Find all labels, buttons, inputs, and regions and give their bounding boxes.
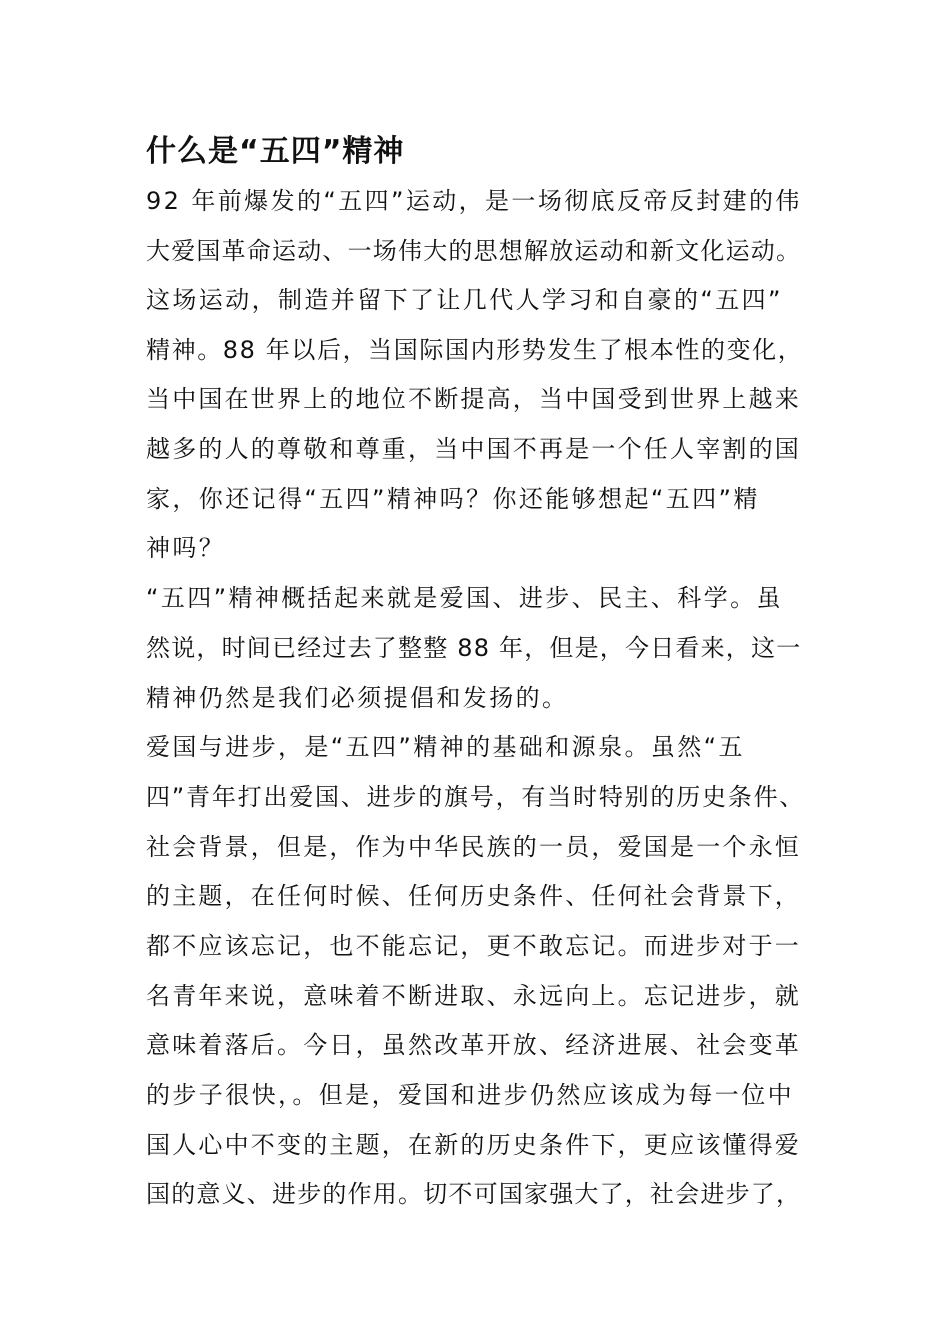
text-line: 的步子很快，。但是，爱国和进步仍然应该成为每一位中 [146, 1081, 794, 1109]
text-line: 家，你还记得“五四”精神吗？你还能够想起“五四”精 [146, 485, 760, 513]
text-line: 意味着落后。今日，虽然改革开放、经济进展、社会变革 [146, 1031, 801, 1059]
text-line: 当中国在世界上的地位不断提高，当中国受到世界上越来 [146, 385, 801, 413]
text-line: “五四”精神概括起来就是爱国、进步、民主、科学。虽 [146, 584, 783, 612]
text-line: 国人心中不变的主题，在新的历史条件下，更应该懂得爱 [146, 1131, 801, 1159]
text-line: 的主题，在任何时候、任何历史条件、任何社会背景下， [146, 882, 801, 910]
text-line: 精神仍然是我们必须提倡和发扬的。 [146, 684, 569, 712]
text-line: 大爱国革命运动、一场伟大的思想解放运动和新文化运动。 [146, 237, 802, 265]
text-line: 这场运动，制造并留下了让几代人学习和自豪的“五四” [146, 286, 783, 314]
text-line: 92 年前爆发的“五四”运动，是一场彻底反帝反封建的伟 [146, 187, 802, 215]
text-line: 爱国与进步，是“五四”精神的基础和源泉。虽然“五 [146, 733, 745, 761]
text-line: 然说，时间已经过去了整整 88 年，但是，今日看来，这一 [146, 634, 802, 662]
text-line: 四”青年打出爱国、进步的旗号，有当时特别的历史条件、 [146, 783, 806, 811]
text-line: 精神。88 年以后，当国际国内形势发生了根本性的变化， [146, 336, 804, 364]
text-line: 国的意义、进步的作用。切不可国家强大了，社会进步了， [146, 1180, 802, 1208]
text-line: 社会背景，但是，作为中华民族的一员，爱国是一个永恒 [146, 833, 801, 861]
text-line: 都不应该忘记，也不能忘记，更不敢忘记。而进步对于一 [146, 932, 801, 960]
document-title: 什么是“五四”精神 [146, 134, 405, 169]
text-line: 越多的人的尊敬和尊重，当中国不再是一个任人宰割的国 [146, 435, 801, 463]
text-line: 名青年来说，意味着不断进取、永远向上。忘记进步，就 [146, 982, 801, 1010]
text-line: 神吗？ [146, 534, 226, 562]
